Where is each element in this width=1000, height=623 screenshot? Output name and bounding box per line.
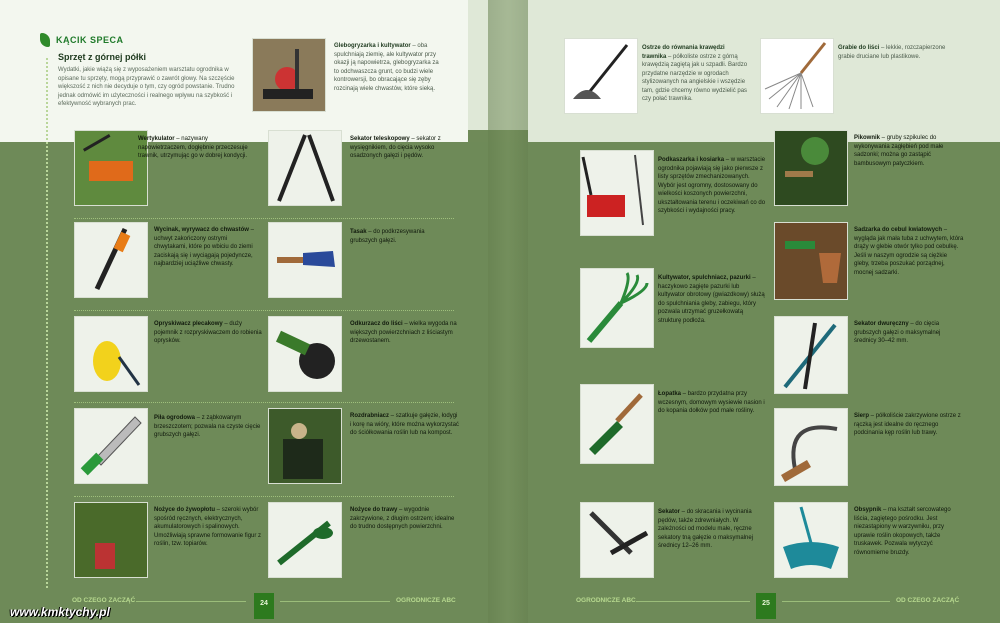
tool-name: Nożyce do trawy — [350, 507, 398, 513]
intro-title: Sprzęt z górnej półki — [58, 52, 147, 62]
tool-name: Sadzarka do cebul kwiatowych — [854, 227, 943, 233]
tool-name: Kultywator, spulchniacz, pazurki — [658, 275, 751, 281]
book-gutter — [488, 0, 528, 623]
leaf-rake-icon — [761, 39, 833, 113]
edger-photo — [564, 38, 638, 114]
mower-photo — [580, 150, 654, 236]
tool-name: Odkurzacz do liści — [350, 321, 403, 327]
sprayer-photo — [74, 316, 148, 392]
tool-name: Piła ogrodowa — [154, 415, 196, 421]
tiller-icon — [253, 39, 325, 111]
scarifier-icon — [75, 131, 147, 205]
row-separator — [74, 218, 454, 219]
billhook-photo — [268, 222, 342, 298]
tool-name: Nożyce do żywopłotu — [154, 507, 216, 513]
tool-name: Łopatka — [658, 391, 682, 397]
tool-name: Glebogryzarka i kultywator — [334, 43, 411, 49]
tool-desc: w warsztacie ogrodnika pojawiają się jako pierwsze z listy sprzętów zmechanizowanych. Wybór jest ogromny, dostosowany do wielkości koszonych powierzchni, ukształtowania terenu i oczekiwań co do szybkości i wydajności pracy. — [658, 157, 766, 214]
tool-desc: wygląda jak mała tuba z uchwytem, która drąży w glebie otwór tylko pod cebulkę. Jeśli w naszym ogrodzie są ciężkie gleby, trzeba poszukać porządnej, mocnej sadzarki. — [854, 235, 964, 276]
pruning-saw-icon — [75, 409, 147, 483]
tool-desc: półkoliście zakrzywione ostrze z rączką jest idealne do ręcznego podcinania kęp roślin lub trawy. — [854, 413, 961, 436]
blower-photo — [268, 316, 342, 392]
tool-name: Sierp — [854, 413, 870, 419]
bulb-planter-icon — [775, 223, 847, 299]
leaf-blower-icon — [269, 317, 341, 391]
tiller-photo — [252, 38, 326, 112]
tool-desc: do skracania i wycinania pędów, także zdrewniałych. W zależności od modelu małe, ręczne sekatory tną gałęzie o maksymalnej średnicy 12–26 mm. — [658, 509, 754, 549]
sprayer-icon — [75, 317, 147, 391]
tool-desc: szeroki wybór spośród ręcznych, elektrycznych, akumulatorowych i spalinowych. Umożliwiają sprawne formowanie figur z roślin, tzw. topiarów. — [154, 507, 262, 547]
intro-block — [58, 52, 246, 109]
footer-title-left: OD CZEGO ZACZĄĆ — [72, 597, 136, 604]
footer-rule-left-2 — [280, 601, 390, 602]
tool-name: Grabie do liści — [838, 45, 880, 51]
tool-desc: uchwyt zakończony ostrymi chwytakami, które po wbiciu do ziemi zaciskają się i wyciągają pojedyncze, najbardziej uciążliwe chwasty. — [154, 235, 253, 267]
bulb-planter-photo — [774, 222, 848, 300]
tool-name: Podkaszarka i kosiarka — [658, 157, 725, 163]
tool-desc: bardzo przydatna przy wczesnym, domowym wysiewie nasion i do kopania dołków pod małe rośliny. — [658, 391, 765, 414]
billhook-icon — [269, 223, 341, 297]
tool-name: Sekator — [658, 509, 681, 515]
secateurs-photo — [580, 502, 654, 578]
footer-rule-left — [136, 601, 246, 602]
tool-desc: do podkrzesywania grubszych gałęzi. — [350, 229, 425, 244]
row-separator — [74, 310, 454, 311]
tool-name: Tasak — [350, 229, 367, 235]
loppers-photo — [774, 316, 848, 394]
tool-desc: wielka wygoda na większych powierzchniach z liściastym drzewostanem. — [350, 321, 457, 344]
tool-name: Wycinak, wyrywacz do chwastów — [154, 227, 249, 233]
hiller-photo — [774, 502, 848, 578]
tool-name: Pikownik — [854, 135, 881, 141]
dotted-margin-line — [46, 58, 48, 588]
tool-desc: oba spulchniają ziemię, ale kultywator przy okazji ją napowietrza, glebogryzarka za to odchwaszcza grunt, co budzi wiele kontrowersji, bo obracające się zęby rozcinają wiele chwastów, które sieką. — [334, 43, 439, 92]
telescopic-pruner-icon — [269, 131, 341, 205]
section-title: KĄCIK SPECA — [56, 35, 124, 45]
hand-cultivator-icon — [581, 269, 653, 347]
tool-desc: szatkuje gałęzie, łodygi i korę na wióry, które można wykorzystać do ściółkowania roślin lub na kompost. — [350, 413, 459, 436]
watermark: www.kmktychy.pl — [10, 605, 110, 619]
footer-series-left: OGRODNICZE ABC — [396, 597, 456, 604]
sickle-icon — [775, 409, 847, 485]
tool-name: Rozdrabniacz — [350, 413, 390, 419]
grass-shears-photo — [268, 502, 342, 578]
tool-desc: ma kształt sercowatego liścia, zagiętego pośrodku. Jest niezastąpiony w warzywniku, przy uprawie roślin okopowych, także truskawek. Pozwala wytyczyć równomierne bruzdy. — [854, 507, 951, 556]
tool-desc: wygodnie zakrzywione, z długim ostrzem; idealne do trudno dostępnych powierzchni. — [350, 507, 455, 530]
intro-body: Wydatki, jakie wiążą się z wyposażeniem warsztatu ogrodnika w opisane tu sprzęty, mogą przyprawić o zawrót głowy. Na szczęście większość z nich nie decyduje o tym, czy ogród powstanie. Trudno jednak odmówić im użyteczności i realnego wpływu na szybkość i efektywność wybranych prac. — [58, 67, 235, 107]
tool-name: Ostrze do równania krawędzi trawnika — [642, 45, 725, 60]
saw-photo — [74, 408, 148, 484]
tool-name: Sekator dwuręczny — [854, 321, 909, 327]
tool-desc: półkoliste ostrze z górną krawędzią zagiętą jak u szpadli. Bardzo przydatne narzędzie w ogrodach stylizowanych na angielskie i wszędzie tam, gdzie chcemy równo wydzielić pas czy połać trawnika. — [642, 53, 748, 102]
tool-name: Sekator teleskopowy — [350, 136, 410, 142]
lawn-mower-icon — [581, 151, 653, 235]
leaf-icon — [40, 33, 50, 47]
weeder-photo — [74, 222, 148, 298]
grass-shears-icon — [269, 503, 341, 577]
footer-title-right: OD CZEGO ZACZĄĆ — [896, 597, 960, 604]
dibber-icon — [775, 131, 847, 205]
trowel-photo — [580, 384, 654, 464]
magazine-spread: KĄCIK SPECA Sprzęt z górnej półki Wydatki, jakie wiążą się z wyposażeniem warsztatu ogrodnika w opisane tu sprzęty, mogą przyprawić o zawrót głowy. Na szczęście większość z nich nie decyduje o tym, czy ogród powstanie. Trudno jednak odmówić im użyteczności i realnego wpływu na szybkość i efektywność wybranych prac. Glebogryzarka i kultywator – oba spulchniają ziemię, ale kultywator przy okazji ją napowietrza, glebogryzarka za to odchwaszcza grunt, co budzi wiele kontrowersji, bo obracające się zęby rozcinają wiele chwastów, które sieką. Wertykulator – nazywany napowietrzaczem, dogłębnie przeczesuje trawnik, utrzymując go w dobrej kondycji. Sekator teleskopowy – sekator z wysięgnikiem, do cięcia wysoko osadzonych gałęzi i pędów. Wycinak, wyrywacz do chwastów – uchwyt zakończony ostrymi chwytakami, które po wbiciu do ziemi zaciskają się i wyciągają pojedyncze, najbardziej uciążliwe chwasty. Tasak – do podkrzesywania grubszych gałęzi. Opryskiwacz plecakowy – duży pojemnik z rozpryskiwaczem do robienia oprysków. Odkurzacz do liści – wielka wygoda na większych powierzchniach z liściastym drzewostanem. Piła ogrodowa – z ząbkowanym brzeszczotem; pozwala na czyste cięcie grubszych gałęzi. Rozdrabniacz – szatkuje gałęzie, łodygi i korę na wióry, które można wykorzystać do ściółkowania roślin lub na kompost. Nożyce do żywopłotu – szeroki wybór spośród ręcznych, elektrycznych, akumulatorowych i spalinowych. Umożliwiają sprawne formowanie figur z roślin, tzw. topiarów. Nożyce do trawy – wygodnie zakrzywione, z długim ostrzem; idealne do trudno dostępnych powierzchni. Ostrze do równania krawędzi trawnika – półkoliste ostrze z górną krawędzią zagiętą jak u szpadli. Bardzo przydatne narzędzie w ogrodach stylizowanych na angielskie i wszędzie tam, gdzie chcemy równo wydzielić pas czy połać trawnika. Grabie do liści – lekkie, rozczapierzone grabie druciane lub plastikowe. Podkaszarka i kosiarka – w warsztacie ogrodnika pojawiają się jako pierwsze z listy sprzętów zmechanizowanych. Wybór jest ogromny, dostosowany do wielkości koszonych powierzchni, ukształtowania terenu i oczekiwań co do szybkości i wydajności pracy. Pikownik – gruby szpikulec do wykonywania zagłębień pod małe sadzonki; można go zastąpić bambusowym patyczkiem. Sadzarka do cebul kwiatowych – wygląda jak mała tuba z uchwytem, która drąży w glebie otwór tylko pod cebulkę. Jeśli w naszym ogrodzie są ciężkie gleby, trzeba poszukać porządnej, mocnej sadzarki. Kultywator, spulchniacz, pazurki – haczykowo zagięte pazurki lub kultywator obrotowy (gwiazdkowy) służą do spulchniania gleby, zabiegu, który pozwala utrzymać gruzełkowatą strukturę podłoża. Sekator dwuręczny – do cięcia grubszych gałęzi o maksymalnej średnicy 30–42 mm. Łopatka – bardzo przydatna przy wczesnym, domowym wysiewie nasion i do kopania dołków pod małe rośliny. Sierp – półkoliście zakrzywione ostrze z rączką jest idealne do ręcznego podcinania kęp roślin lub trawy. Sekator – do skracania i wycinania pędów, także zdrewniałych. W zależności od modelu małe, ręczne sekatory tną gałęzie o maksymalnej średnicy 12–26 mm. Obsypnik – ma kształt sercowatego liścia, zagiętego pośrodku. Jest niezastąpiony w warzywniku, przy uprawie roślin okopowych, także truskawek. Pozwala wytyczyć równomierne bruzdy. OD CZEGO ZACZĄĆ 24 OGRODNICZE ABC OGRODNICZE ABC 25 OD CZEGO ZACZĄĆ www.kmktychy.pl — [0, 0, 1000, 623]
hiller-icon — [775, 503, 847, 577]
tool-name: Opryskiwacz plecakowy — [154, 321, 223, 327]
tool-desc: do cięcia grubszych gałęzi o maksymalnej średnicy 30–42 mm. — [854, 321, 941, 344]
tool-desc: duży pojemnik z rozpryskiwaczem do robienia oprysków. — [154, 321, 262, 344]
footer-rule-right — [636, 601, 750, 602]
rake-photo — [760, 38, 834, 114]
tool-name: Obsypnik — [854, 507, 882, 513]
tool-desc: z ząbkowanym brzeszczotem; pozwala na czyste cięcie grubszych gałęzi. — [154, 415, 261, 438]
cultivator-photo — [580, 268, 654, 348]
tool-desc: sekator z wysięgnikiem, do cięcia wysoko osadzonych gałęzi i pędów. — [350, 136, 441, 159]
footer-rule-right-2 — [782, 601, 890, 602]
sickle-photo — [774, 408, 848, 486]
tool-desc: gruby szpikulec do wykonywania zagłębień pod małe sadzonki; można go zastąpić bambusowym patyczkiem. — [854, 135, 944, 167]
hedge-trimmer-photo — [74, 502, 148, 578]
shredder-photo — [268, 408, 342, 484]
tool-desc: haczykowo zagięte pazurki lub kultywator obrotowy (gwiazdkowy) służą do spulchniania gleby, zabiegu, który pozwala utrzymać gruzełkowatą strukturę podłoża. — [658, 283, 765, 324]
trowel-icon — [581, 385, 653, 463]
weeder-icon — [75, 223, 147, 297]
row-separator — [74, 496, 454, 497]
hedge-trimmer-icon — [75, 503, 147, 577]
edging-blade-icon — [565, 39, 637, 113]
scarifier-photo — [74, 130, 148, 206]
secateurs-icon — [581, 503, 653, 577]
footer-series-right: OGRODNICZE ABC — [576, 597, 636, 604]
lopper-photo — [268, 130, 342, 206]
page-number-left: 24 — [254, 593, 274, 619]
tool-desc: nazywany napowietrzaczem, dogłębnie przeczesuje trawnik, utrzymując go w dobrej kondycji. — [138, 136, 248, 159]
tool-desc: lekkie, rozczapierzone grabie druciane lub plastikowe. — [838, 45, 946, 60]
loppers-icon — [775, 317, 847, 393]
section-header — [40, 33, 124, 47]
tool-name: Wertykulator — [138, 136, 175, 142]
dibber-photo — [774, 130, 848, 206]
row-separator — [74, 402, 454, 403]
shredder-icon — [269, 409, 341, 483]
page-number-right: 25 — [756, 593, 776, 619]
